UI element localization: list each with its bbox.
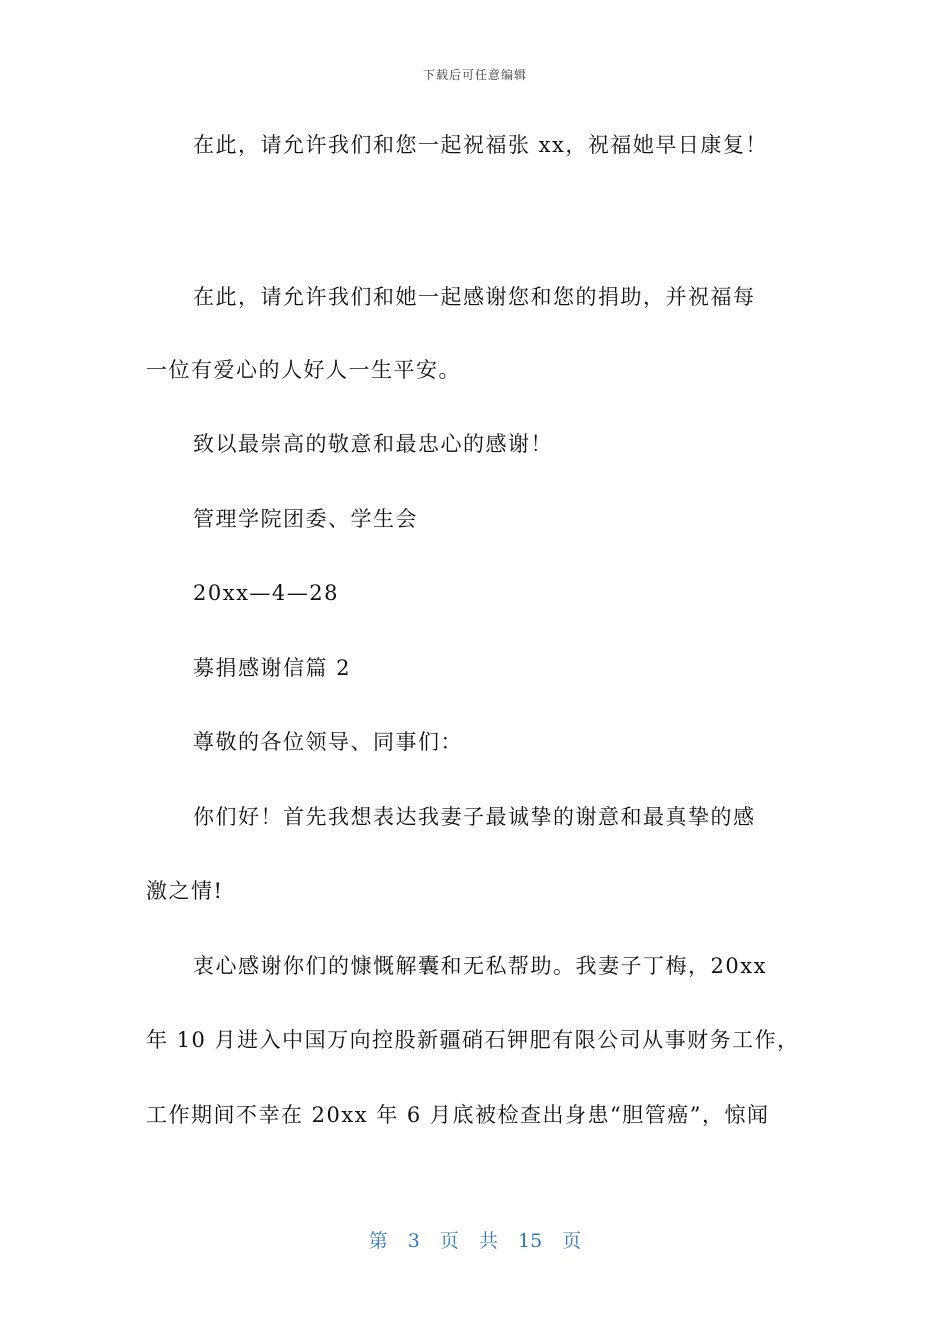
paragraph-line: 激之情! [146,879,224,903]
paragraph-line: 工作期间不幸在 20xx 年 6 月底被检查出身患“胆管癌”，惊闻 [146,1103,770,1127]
footer-prefix: 第 [368,1230,388,1252]
paragraph-line: 一位有爱心的人好人一生平安。 [146,358,461,382]
footer-total-label: 共 [478,1230,498,1252]
paragraph-line: 衷心感谢你们的慷慨解囊和无私帮助。我妻子丁梅，20xx [193,954,767,978]
footer-page-label: 页 [439,1230,459,1252]
footer-page-number: 3 [407,1230,420,1252]
paragraph-line: 年 10 月进入中国万向控股新疆硝石钾肥有限公司从事财务工作， [146,1028,800,1052]
paragraph-line: 致以最崇高的敬意和最忠心的感谢！ [193,432,553,456]
page-footer [0,1226,950,1253]
signature-line: 管理学院团委、学生会 [193,507,418,531]
paragraph-line: 在此，请允许我们和她一起感谢您和您的捐助，并祝福每 [193,285,756,309]
paragraph-line: 在此，请允许我们和您一起祝福张 xx，祝福她早日康复！ [193,133,768,157]
section-title: 募捐感谢信篇 2 [193,656,352,680]
paragraph-line: 你们好！首先我想表达我妻子最诚挚的谢意和最真挚的感 [193,805,756,829]
footer-total-pages: 15 [518,1230,543,1252]
footer-suffix: 页 [562,1230,582,1252]
page-header: 下载后可任意编辑 [422,68,527,82]
salutation-line: 尊敬的各位领导、同事们： [193,730,463,754]
date-line: 20xx—4—28 [193,581,339,605]
